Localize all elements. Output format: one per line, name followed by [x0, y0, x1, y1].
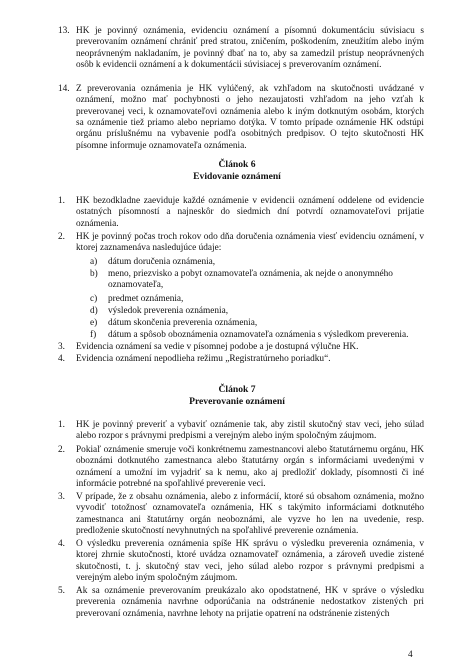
item-text: Pokiaľ oznámenie smeruje voči konkrétnemu zamestnancovi alebo štatutárnemu orgánu, HK oboznámi dotknutého zamestnanca alebo štatutárny orgán s informáciami uvedenými v oznámení a umožní im vyjadriť sa k nemu, ako aj predložiť doklady, písomnosti či iné informácie potrebné na spoľahlivé preverenie veci.	[76, 445, 424, 490]
sub-item-text: meno, priezvisko a pobyt oznamovateľa oznámenia, ak nejde o anonymného oznamovateľa,	[108, 269, 393, 291]
page-number: 4	[408, 650, 413, 660]
list-item	[58, 354, 424, 365]
sub-item-text: dátum skončenia preverenia oznámenia,	[108, 318, 258, 328]
sub-list-item	[90, 269, 424, 292]
sub-list-item	[90, 257, 424, 268]
sub-list-item	[90, 318, 424, 329]
item-number: 14.	[58, 84, 70, 94]
list-item	[58, 342, 424, 353]
sub-item-label: b)	[90, 269, 98, 279]
list-item	[58, 586, 424, 620]
item-number: 1.	[58, 196, 65, 206]
item-text: Evidencia oznámení nepodlieha režimu „Registratúrneho poriadku“.	[76, 354, 331, 364]
sub-list-item	[90, 330, 424, 341]
sub-item-text: predmet oznámenia,	[108, 294, 184, 304]
list-item	[58, 196, 424, 230]
article-number: Článok 7	[218, 384, 256, 395]
sub-item-label: d)	[90, 306, 98, 316]
item-number: 13.	[58, 26, 70, 36]
section-title: Evidovanie oznámení	[193, 171, 281, 182]
list-item	[58, 539, 424, 584]
item-text: Evidencia oznámení sa vedie v písomnej podobe a je dostupná výlučne HK.	[76, 342, 359, 352]
article-number: Článok 6	[218, 159, 256, 170]
sub-list-item	[90, 306, 424, 317]
item-text: HK je povinný počas troch rokov odo dňa doručenia oznámenia viesť evidenciu oznámení, v ktorej zaznamenáva nasledujúce údaje:	[76, 232, 424, 254]
item-text: V prípade, že z obsahu oznámenia, alebo z informácií, ktoré sú obsahom oznámenia, možno vyvodiť totožnosť oznamovateľa oznámenia, HK s takýmito informáciami dotknutého zamestnanca ani štatutárny orgán neoboznámi, ale vyzve ho len na uvedenie, resp. predloženie skutočností nevyhnutných na spoľahlivé preverenie oznámenia.	[76, 492, 424, 537]
list-item	[58, 84, 424, 152]
sub-item-text: dátum doručenia oznámenia,	[108, 257, 216, 267]
item-number: 2.	[58, 232, 65, 242]
item-number: 3.	[58, 492, 65, 502]
item-text: HK je povinný oznámenia, evidenciu oznámení a písomnú dokumentáciu súvisiacu s preverovaním oznámení chrániť pred stratou, zničením, poškodením, zneužitím alebo iným neoprávneným nakladaním, je povinný dbať na to, aby sa zamedzil prístup neoprávnených osôb k evidencii oznámení a k dokumentácii súvisiacej s preverovaním oznámení.	[76, 26, 424, 71]
item-text: Ak sa oznámenie preverovaním preukázalo ako opodstatnené, HK v správe o výsledku preverenia oznámenia navrhne odporúčania na odstránenie nedostatkov zistených pri preverovaní oznámenia, navrhne lehoty na prijatie opatrení na odstránenie zistených	[76, 586, 424, 619]
list-item	[58, 420, 424, 443]
item-text: O výsledku preverenia oznámenia spíše HK správu o výsledku preverenia oznámenia, v ktorej zhrnie skutočnosti, ktoré uvádza oznamovateľ oznámenia, a zároveň uvedie zistené skutočnosti, t. j. skutočný stav veci, jeho súlad alebo rozpor s právnymi predpismi a verejným alebo iným spoločným záujmom.	[76, 539, 424, 584]
item-number: 4.	[58, 539, 65, 549]
sub-item-label: f)	[90, 330, 97, 340]
sub-item-label: c)	[90, 294, 98, 304]
sub-item-label: e)	[90, 318, 98, 328]
item-text: HK bezodkladne zaeviduje každé oznámenie v evidencii oznámení oddelene od evidencie ostatných písomností a najneskôr do siedmich dní potvrdí oznamovateľovi prijatie oznámenia.	[76, 196, 424, 229]
list-item	[58, 492, 424, 537]
sub-item-text: dátum a spôsob oboznámenia oznamovateľa oznámenia s výsledkom preverenia.	[108, 330, 409, 340]
item-number: 5.	[58, 586, 65, 596]
list-item	[58, 445, 424, 490]
item-number: 4.	[58, 354, 65, 364]
item-number: 3.	[58, 342, 65, 352]
sub-item-label: a)	[90, 257, 98, 267]
item-text: Z preverovania oznámenia je HK vylúčený, ak vzhľadom na skutočnosti uvádzané v oznámení, možno mať pochybnosti o jeho nezaujatosti vzhľadom na jeho vzťah k preverovanej veci, k oznamovateľovi oznámenia alebo k iným dotknutým osobám, ktorých sa oznámenie tiež priamo alebo nepriamo dotýka. V tomto prípade oznámenie HK odstúpi orgánu príslušnému na vybavenie podľa osobitných predpisov. O tejto skutočnosti HK písomne informuje oznamovateľa oznámenia.	[76, 84, 424, 151]
list-item	[58, 26, 424, 71]
sub-item-text: výsledok preverenia oznámenia,	[108, 306, 229, 316]
section-title: Preverovanie oznámení	[189, 396, 285, 407]
list-item	[58, 232, 424, 255]
sub-list-item	[90, 294, 424, 305]
item-number: 2.	[58, 445, 65, 455]
item-number: 1.	[58, 420, 65, 430]
item-text: HK je povinný preveriť a vybaviť oznámenie tak, aby zistil skutočný stav veci, jeho súlad alebo rozpor s právnymi predpismi a verejným alebo iným spoločným záujmom.	[76, 420, 424, 442]
